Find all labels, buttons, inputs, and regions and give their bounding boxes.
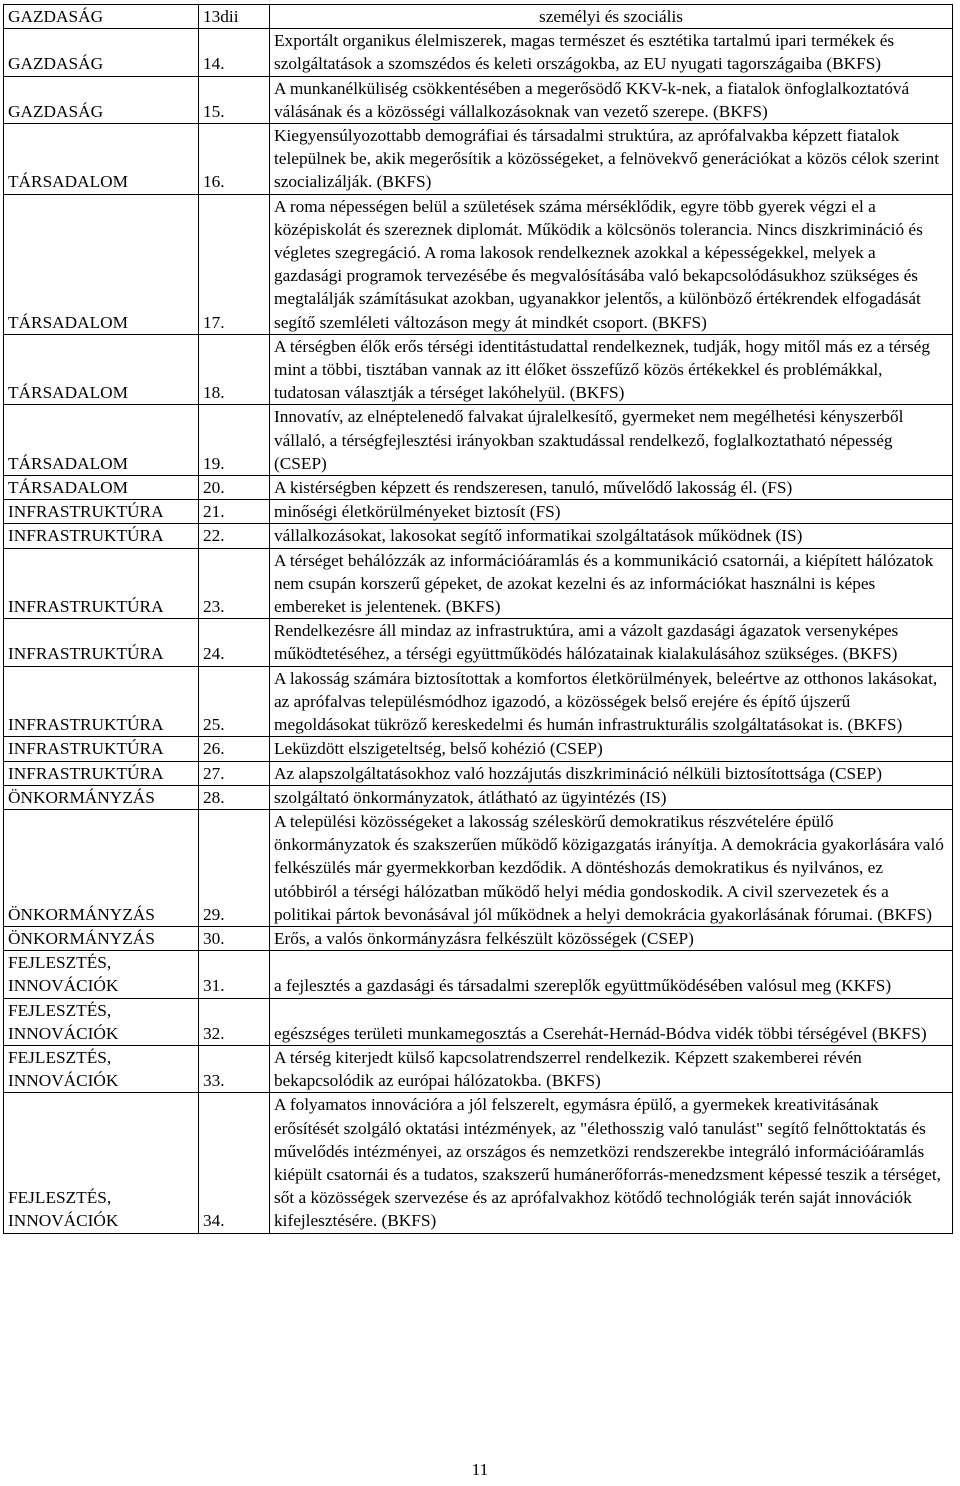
table-row <box>4 619 953 666</box>
category-cell <box>4 666 199 737</box>
category-line: INNOVÁCIÓK <box>8 1071 119 1091</box>
category-cell <box>4 1045 199 1092</box>
table-row <box>4 785 953 809</box>
number-cell: 22. <box>199 524 270 548</box>
description-cell: szolgáltató önkormányzatok, átlátható az ügyintézés (IS) <box>270 785 953 809</box>
document-table <box>3 4 953 1234</box>
category-cell <box>4 500 199 524</box>
number-cell: 33. <box>199 1045 270 1092</box>
category-line: GAZDASÁG <box>8 101 104 121</box>
number-cell: 14. <box>199 29 270 76</box>
document-table-body <box>4 5 953 1234</box>
number-cell: 20. <box>199 476 270 500</box>
category-cell <box>4 809 199 926</box>
table-row <box>4 476 953 500</box>
category-line: INFRASTRUKTÚRA <box>8 526 164 546</box>
category-cell <box>4 194 199 334</box>
table-row <box>4 124 953 195</box>
category-line: INFRASTRUKTÚRA <box>8 739 164 759</box>
category-line: TÁRSADALOM <box>8 478 129 498</box>
description-cell: Erős, a valós önkormányzásra felkészült közösségek (CSEP) <box>270 926 953 950</box>
table-row <box>4 76 953 123</box>
number-cell: 27. <box>199 761 270 785</box>
category-cell <box>4 334 199 405</box>
table-row <box>4 809 953 926</box>
page-number: 11 <box>471 1460 489 1479</box>
description-cell: minőségi életkörülményeket biztosít (FS) <box>270 500 953 524</box>
category-line: TÁRSADALOM <box>8 453 129 473</box>
description-cell: Az alapszolgáltatásokhoz való hozzájutás diszkrimináció nélküli biztosítottsága (CSEP) <box>270 761 953 785</box>
number-cell: 26. <box>199 737 270 761</box>
table-row <box>4 194 953 334</box>
category-cell <box>4 524 199 548</box>
number-cell: 19. <box>199 405 270 476</box>
category-line: FEJLESZTÉS, <box>8 1047 112 1067</box>
table-row <box>4 926 953 950</box>
description-cell: A roma népességen belül a születések száma mérséklődik, egyre több gyerek végzi el a középiskolát és szereznek diplomát. Működik a kölcsönös tolerancia. Nincs diszkrimináció és végletes szegregáció. A roma lakosok rendelkeznek azokkal a képességekkel, melyek a gazdasági programok tervezésébe és megvalósításába való bekapcsolódásukhoz szükséges és megtalálják számításukat azokban, ugyanakkor jelentős, a különböző értékrendek elfogadását segítő szemléleti változáson megy át mindkét csoport. (BKFS) <box>270 194 953 334</box>
category-line: INFRASTRUKTÚRA <box>8 715 164 735</box>
category-line: TÁRSADALOM <box>8 172 129 192</box>
category-line: ÖNKORMÁNYZÁS <box>8 928 155 948</box>
description-cell: A települési közösségeket a lakosság széleskörű demokratikus részvételére épülő önkormányzatok és szakszerűen működő közigazgatás irányítja. A demokrácia gyakorlására való felkészülés már gyermekkorban kezdődik. A döntéshozás demokratikus és nyilvános, ez utóbbiról a térségi hálózatban működő helyi média gondoskodik. A civil szervezetek és a politikai pártok bevonásával jól működnek a helyi demokrácia gyakorlásának fórumai. (BKFS) <box>270 809 953 926</box>
description-cell: A folyamatos innovációra a jól felszerelt, egymásra épülő, a gyermekek kreativitásának erősítését szolgáló oktatási intézmények, az "élethosszig való tanulást" segítő felnőttoktatás és művelődés intézményei, az országos és nemzetközi rendszerekbe integráló információáramlás kiépült csatornái és a tudatos, szakszerű humánerőforrás-menedzsment képessé teszik a térséget, sőt a közösségek szervezése és az aprófalvakhoz kötődő technológiák terén saját innovációk kifejlesztésére. (BKFS) <box>270 1093 953 1233</box>
description-cell: A térségben élők erős térségi identitástudattal rendelkeznek, tudják, hogy mitől más ez a térség mint a többi, tisztában vannak az itt élőket összefűző közös értékekkel és problémákkal, tudatosan választják a térséget lakóhelyül. (BKFS) <box>270 334 953 405</box>
category-cell <box>4 761 199 785</box>
description-cell: A térséget behálózzák az információáramlás és a kommunikáció csatornái, a kiépített hálózatok nem csupán korszerű gépeket, de azokat kezelni és az információkat használni is képes embereket is jelentenek. (BKFS) <box>270 548 953 619</box>
category-line: FEJLESZTÉS, <box>8 1000 112 1020</box>
description-cell: A térség kiterjedt külső kapcsolatrendszerrel rendelkezik. Képzett szakemberei révén bekapcsolódik az európai hálózatokba. (BKFS) <box>270 1045 953 1092</box>
category-line: INFRASTRUKTÚRA <box>8 597 164 617</box>
number-cell: 15. <box>199 76 270 123</box>
table-row <box>4 29 953 76</box>
category-cell <box>4 619 199 666</box>
number-cell: 29. <box>199 809 270 926</box>
table-row <box>4 500 953 524</box>
table-row <box>4 951 953 998</box>
number-cell: 32. <box>199 998 270 1045</box>
number-cell: 18. <box>199 334 270 405</box>
table-row <box>4 405 953 476</box>
category-line: FEJLESZTÉS, <box>8 953 112 973</box>
header-text-cell: személyi és szociális <box>270 5 953 29</box>
description-cell: Leküzdött elszigeteltség, belső kohézió (CSEP) <box>270 737 953 761</box>
category-cell <box>4 124 199 195</box>
category-cell <box>4 476 199 500</box>
category-cell <box>4 926 199 950</box>
description-cell: Rendelkezésre áll mindaz az infrastruktúra, ami a vázolt gazdasági ágazatok versenyképes működtetéséhez, a térségi együttműködés hálózatainak kialakulásához szükséges. (BKFS) <box>270 619 953 666</box>
category-cell <box>4 785 199 809</box>
table-row <box>4 548 953 619</box>
category-line: GAZDASÁG <box>8 54 104 74</box>
category-cell <box>4 548 199 619</box>
description-cell: egészséges területi munkamegosztás a Cserehát-Hernád-Bódva vidék többi térségével (BKFS) <box>270 998 953 1045</box>
description-cell: Kiegyensúlyozottabb demográfiai és társadalmi struktúra, az aprófalvakba képzett fiatalok települnek be, akik megerősítik a közösségeket, a felnövekvő generációkat a közös célok szerint szocializálják. (BKFS) <box>270 124 953 195</box>
number-cell: 23. <box>199 548 270 619</box>
number-cell: 21. <box>199 500 270 524</box>
number-cell: 25. <box>199 666 270 737</box>
category-line: INFRASTRUKTÚRA <box>8 763 164 783</box>
number-cell: 28. <box>199 785 270 809</box>
table-row <box>4 524 953 548</box>
category-line: FEJLESZTÉS, <box>8 1188 112 1208</box>
description-cell: Exportált organikus élelmiszerek, magas természet és esztétika tartalmú ipari termékek és szolgáltatások a szomszédos és keleti országokba, az EU nyugati tagországaiba (BKFS) <box>270 29 953 76</box>
number-cell: 31. <box>199 951 270 998</box>
category-cell <box>4 29 199 76</box>
category-line: INNOVÁCIÓK <box>8 1023 119 1043</box>
category-cell <box>4 998 199 1045</box>
description-cell: a fejlesztés a gazdasági és társadalmi szereplők együttműködésében valósul meg (KKFS) <box>270 951 953 998</box>
description-cell: A kistérségben képzett és rendszeresen, tanuló, művelődő lakosság él. (FS) <box>270 476 953 500</box>
table-row <box>4 666 953 737</box>
number-cell: 16. <box>199 124 270 195</box>
category-line: TÁRSADALOM <box>8 383 129 403</box>
category-line: INNOVÁCIÓK <box>8 976 119 996</box>
table-row <box>4 737 953 761</box>
category-cell <box>4 405 199 476</box>
table-row <box>4 1045 953 1092</box>
description-cell: vállalkozásokat, lakosokat segítő informatikai szolgáltatások működnek (IS) <box>270 524 953 548</box>
category-line: ÖNKORMÁNYZÁS <box>8 904 155 924</box>
number-cell: 34. <box>199 1093 270 1233</box>
number-cell: 24. <box>199 619 270 666</box>
category-line: TÁRSADALOM <box>8 312 129 332</box>
table-row <box>4 334 953 405</box>
category-line: INFRASTRUKTÚRA <box>8 644 164 664</box>
number-cell: 17. <box>199 194 270 334</box>
category-cell <box>4 76 199 123</box>
description-cell: A lakosság számára biztosítottak a komfortos életkörülmények, beleértve az otthonos lakásokat, az aprófalvas településmódhoz igazodó, a közösségek belső erejére és építő újszerű megoldásokat tükröző kereskedelmi és humán infrastrukturális szolgáltatásokat is. (BKFS) <box>270 666 953 737</box>
number-cell: 30. <box>199 926 270 950</box>
header-category-cell: GAZDASÁG <box>4 5 199 29</box>
category-cell <box>4 951 199 998</box>
table-row <box>4 998 953 1045</box>
table-row <box>4 1093 953 1233</box>
description-cell: Innovatív, az elnéptelenedő falvakat újralelkesítő, gyermeket nem megélhetési kényszerből vállaló, a térségfejlesztési irányokban szaktudással rendelkező, foglalkoztatható népesség (CSEP) <box>270 405 953 476</box>
category-cell <box>4 737 199 761</box>
category-line: INNOVÁCIÓK <box>8 1211 119 1231</box>
category-line: INFRASTRUKTÚRA <box>8 502 164 522</box>
category-cell <box>4 1093 199 1233</box>
header-number-cell: 13dii <box>199 5 270 29</box>
category-line: ÖNKORMÁNYZÁS <box>8 787 155 807</box>
description-cell: A munkanélküliség csökkentésében a megerősödő KKV-k-nek, a fiatalok önfoglalkoztatóvá válásának és a közösségi vállalkozásoknak van vezető szerepe. (BKFS) <box>270 76 953 123</box>
table-header-row <box>4 5 953 29</box>
table-row <box>4 761 953 785</box>
